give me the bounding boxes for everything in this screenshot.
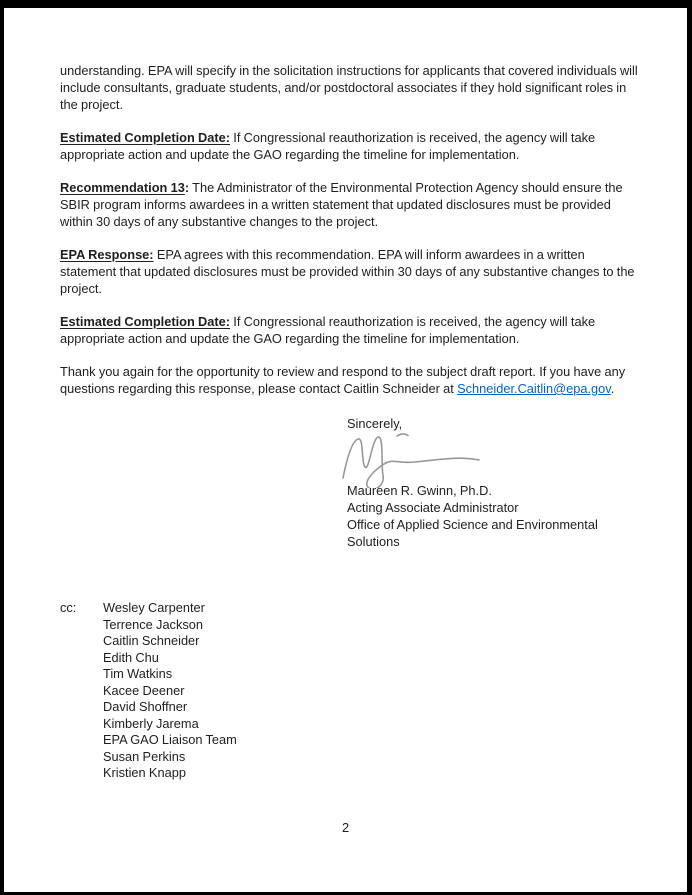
- cc-name: Edith Chu: [103, 649, 159, 665]
- cc-block: [60, 600, 638, 782]
- signer-office-line1: Office of Applied Science and Environmental: [347, 517, 598, 532]
- paragraph-closing: [60, 363, 638, 397]
- signer-name: Maureen R. Gwinn, Ph.D.: [347, 483, 492, 498]
- paragraph-text: EPA agrees with this recommendation. EPA will inform awardees in a written statement that updated disclosures must be provided within 30 days of any substantive changes to the project.: [60, 247, 635, 296]
- cc-name: Caitlin Schneider: [103, 633, 200, 648]
- letter-body: [60, 62, 638, 782]
- closing-period: .: [610, 381, 615, 396]
- signer-office-line2: Solutions: [347, 534, 400, 549]
- signer-title: Acting Associate Administrator: [347, 500, 519, 515]
- document-page: [4, 8, 687, 892]
- estimated-completion-date-label: Estimated Completion Date:: [60, 314, 231, 329]
- paragraph-estimated-completion-2: [60, 313, 638, 347]
- paragraph-epa-response: [60, 246, 638, 297]
- cc-label: cc:: [60, 600, 77, 615]
- cc-name: EPA GAO Liaison Team: [103, 732, 237, 747]
- paragraph-text: If Congressional reauthorization is received, the agency will take appropriate action and update the GAO regarding the timeline for implementation.: [60, 130, 596, 162]
- cc-name: Tim Watkins: [103, 666, 173, 681]
- paragraph-estimated-completion-1: [60, 129, 638, 163]
- cc-name: Kacee Deener: [103, 682, 185, 698]
- cc-name: Wesley Carpenter: [103, 600, 205, 615]
- cc-name: Susan Perkins: [103, 748, 186, 764]
- closing-text: Thank you again for the opportunity to review and respond to the subject draft report. If you have any questions regarding this response, please contact Caitlin Schneider at: [60, 364, 626, 396]
- signature-image: [337, 430, 487, 488]
- estimated-completion-date-label: Estimated Completion Date:: [60, 130, 231, 145]
- cc-name: Terrence Jackson: [103, 616, 203, 632]
- cc-name: Kimberly Jarema: [103, 715, 199, 731]
- paragraph-text: If Congressional reauthorization is received, the agency will take appropriate action and update the GAO regarding the timeline for implementation.: [60, 314, 596, 346]
- paragraph-text: The Administrator of the Environmental Protection Agency should ensure the SBIR program informs awardees in a written statement that updated disclosures must be provided within 30 days of any substantive changes to the project.: [60, 180, 623, 229]
- paragraph-recommendation-13: [60, 179, 638, 230]
- cc-name: Kristien Knapp: [103, 765, 186, 780]
- cc-name-list: [103, 600, 237, 782]
- paragraph-continuation: understanding. EPA will specify in the solicitation instructions for applicants that covered individuals will include consultants, graduate students, and/or postdoctoral associates if they hold significant roles in the project.: [60, 63, 638, 112]
- email-link[interactable]: Schneider.Caitlin@epa.gov: [457, 381, 611, 396]
- signature-block: [347, 415, 638, 550]
- recommendation-13-label: Recommendation 13: [60, 180, 185, 195]
- cc-name: David Shoffner: [103, 699, 188, 714]
- salutation: Sincerely,: [347, 416, 403, 431]
- epa-response-label: EPA Response:: [60, 247, 154, 262]
- page-number: 2: [341, 820, 350, 835]
- recommendation-13-colon: :: [184, 180, 190, 195]
